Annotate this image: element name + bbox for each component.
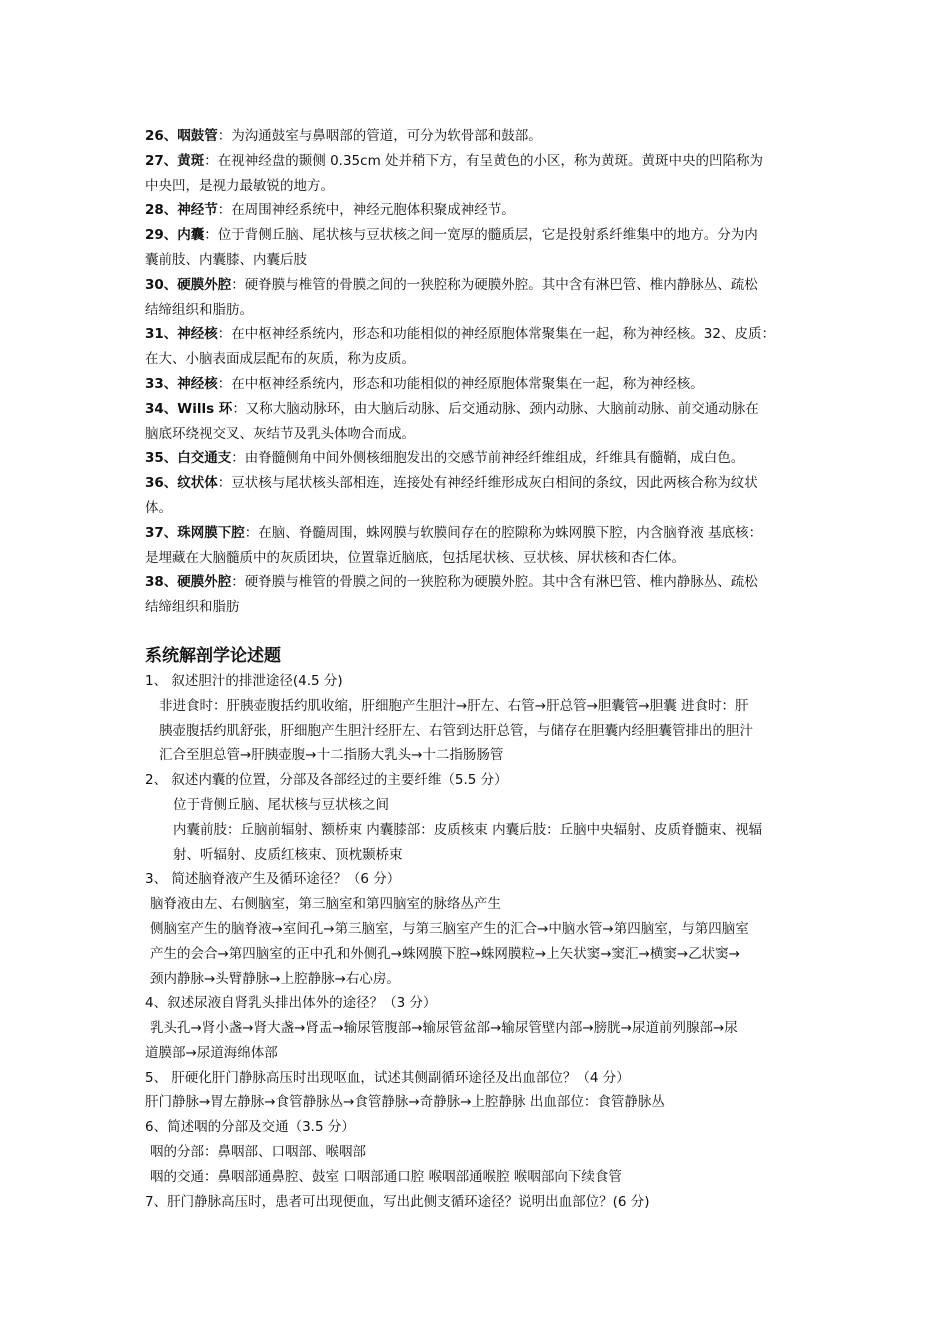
definition-number: 35、 [145, 450, 178, 467]
definition-text: ：为沟通鼓室与鼻咽部的管道，可分为软骨部和鼓部。 [217, 128, 542, 144]
definition-continuation [145, 422, 825, 447]
definition-text: ：在视神经盘的颞侧 0.35cm 处并稍下方，有呈黄色的小区，称为黄斑。黄斑中央的凹陷称为 [204, 152, 764, 169]
definition-term: 咽鼓管 [177, 128, 218, 144]
essay-line: 咽的交通：鼻咽部通鼻腔、鼓室 口咽部通口腔 喉咽部通喉腔 喉咽部向下续食管 [150, 1168, 622, 1185]
essay-line: 道膜部→尿道海绵体部 [145, 1044, 278, 1061]
definition-term: 硬膜外腔 [177, 276, 232, 293]
definition-text: 中央凹，是视力最敏锐的地方。 [145, 177, 334, 194]
definition-number: 36、 [145, 475, 178, 492]
definition-number: 28、 [145, 202, 178, 219]
definition-term: 珠网膜下腔 [177, 524, 245, 541]
definition-item [145, 322, 825, 347]
definition-text: ：硬脊膜与椎管的骨膜之间的一狭腔称为硬膜外腔。其中含有淋巴管、椎内静脉丛、疏松 [231, 276, 758, 293]
definition-text: ：豆状核与尾状核头部相连，连接处有神经纤维形成灰白相间的条纹，因此两核合称为纹状 [217, 475, 758, 492]
essay-line: 汇合至胆总管→肝胰壶腹→十二指肠大乳头→十二指肠肠管 [159, 747, 504, 764]
definition-text: ：又称大脑动脉环，由大脑后动脉、后交通动脉、颈内动脉、大脑前动脉、前交通动脉在 [232, 400, 759, 417]
definition-number: 33、 [145, 375, 178, 392]
essay-line: 6、简述咽的分部及交通（3.5 分） [145, 1119, 355, 1136]
definition-term: 黄斑 [177, 152, 205, 169]
definition-item [145, 372, 825, 397]
definition-term: 神经核 [177, 375, 218, 392]
definition-text: 在大、小脑表面成层配布的灰质，称为皮质。 [145, 351, 415, 368]
definition-item [145, 397, 825, 422]
definition-item [145, 570, 825, 595]
definition-number: 38、 [145, 574, 178, 591]
definition-number: 27、 [145, 152, 178, 169]
definition-term: 硬膜外腔 [177, 574, 232, 591]
essay-line: 肝门静脉→胃左静脉→食管静脉丛→食管静脉→奇静脉→上腔静脉 出血部位：食管静脉丛 [145, 1094, 665, 1111]
essay-line: 脑脊液由左、右侧脑室，第三脑室和第四脑室的脉络丛产生 [150, 896, 501, 913]
definition-number: 31、 [145, 326, 178, 343]
definition-continuation [145, 248, 825, 273]
definition-text: 是埋藏在大脑髓质中的灰质团块，位置靠近脑底，包括尾状核、豆状核、屏状核和杏仁体。 [145, 549, 685, 566]
definition-text: ：在脑、脊髓周围，蛛网膜与软膜间存在的腔隙称为蛛网膜下腔，内含脑脊液 基底核： [244, 524, 763, 541]
definition-term: 白交通支 [177, 450, 232, 467]
essay-question-list [145, 669, 825, 1215]
definition-text: ：在中枢神经系统内，形态和功能相似的神经原胞体常聚集在一起，称为神经核。32、皮质： [217, 326, 775, 343]
definition-text: ：位于背侧丘脑、尾状核与豆状核之间一宽厚的髓质层，它是投射系纤维集中的地方。分为内 [204, 227, 758, 244]
essay-line: 内囊前肢：丘脑前辐射、额桥束 内囊膝部：皮质核束 内囊后肢：丘脑中央辐射、皮质脊髓束、视辐 [173, 821, 763, 838]
definition-item [145, 223, 825, 248]
essay-line: 射、听辐射、皮质红核束、顶枕颞桥束 [173, 846, 403, 863]
definition-continuation [145, 496, 825, 521]
definition-text: 结缔组织和脂肪。 [145, 301, 253, 318]
essay-line: 乳头孔→肾小盏→肾大盏→肾盂→输尿管腹部→输尿管盆部→输尿管壁内部→膀胱→尿道前列腺部→尿 [150, 1020, 738, 1037]
essay-line: 胰壶腹括约肌舒张，肝细胞产生胆汁经肝左、右管到达肝总管，与储存在胆囊内经胆囊管排出的胆汁 [159, 722, 753, 739]
definition-term: Wills 环 [177, 400, 233, 417]
essay-line: 5、 肝硬化肝门静脉高压时出现呕血，试述其侧副循环途径及出血部位？（4 分） [145, 1069, 630, 1086]
definition-item [145, 521, 825, 546]
document-body [145, 124, 825, 1214]
definition-term: 神经节 [177, 202, 218, 219]
definition-text: ：由脊髓侧角中间外侧核细胞发出的交感节前神经纤维组成，纤维具有髓鞘，成白色。 [231, 450, 745, 467]
definition-number: 34、 [145, 400, 178, 417]
definition-text: ：在周围神经系统中，神经元胞体积聚成神经节。 [217, 202, 515, 219]
essay-line: 7、肝门静脉高压时，患者可出现便血，写出此侧支循环途径？说明出血部位？(6 分) [145, 1193, 650, 1210]
definition-item [145, 124, 825, 149]
definition-number: 30、 [145, 276, 178, 293]
definition-term: 神经核 [177, 326, 218, 343]
definition-item [145, 149, 825, 174]
definition-text: 脑底环绕视交叉、灰结节及乳头体吻合而成。 [145, 425, 415, 442]
essay-line: 侧脑室产生的脑脊液→室间孔→第三脑室，与第三脑室产生的汇合→中脑水管→第四脑室，与第四脑室 [150, 920, 749, 937]
essay-line: 4、叙述尿液自肾乳头排出体外的途径？（3 分） [145, 995, 437, 1012]
essay-line: 3、 简述脑脊液产生及循环途径？（6 分） [145, 871, 401, 888]
definition-list [145, 124, 825, 620]
essay-line: 1、 叙述胆汁的排泄途径(4.5 分) [145, 672, 343, 689]
definition-item [145, 471, 825, 496]
definition-continuation [145, 546, 825, 571]
definition-term: 纹状体 [177, 475, 218, 492]
definition-text: 结缔组织和脂肪 [145, 599, 240, 616]
definition-item [145, 198, 825, 223]
essay-section-title: 系统解剖学论述题 [145, 645, 281, 666]
essay-line: 位于背侧丘脑、尾状核与豆状核之间 [173, 796, 389, 813]
essay-line: 颈内静脉→头臂静脉→上腔静脉→右心房。 [150, 970, 400, 987]
definition-text: 囊前肢、内囊膝、内囊后肢 [145, 251, 307, 268]
essay-line: 非进食时：肝胰壶腹括约肌收缩，肝细胞产生胆汁→肝左、右管→肝总管→胆囊管→胆囊 进食时：肝 [159, 697, 749, 714]
definition-item [145, 446, 825, 471]
definition-text: ：在中枢神经系统内，形态和功能相似的神经原胞体常聚集在一起，称为神经核。 [217, 375, 704, 392]
definition-continuation [145, 174, 825, 199]
definition-continuation [145, 595, 825, 620]
definition-number: 37、 [145, 524, 178, 541]
essay-line: 咽的分部：鼻咽部、口咽部、喉咽部 [150, 1144, 366, 1161]
essay-line: 产生的会合→第四脑室的正中孔和外侧孔→蛛网膜下腔→蛛网膜粒→上矢状窦→窦汇→横窦→乙状窦→ [150, 945, 740, 962]
definition-text: 体。 [145, 499, 172, 516]
definition-continuation [145, 298, 825, 323]
essay-line: 2、 叙述内囊的位置，分部及各部经过的主要纤维（5.5 分） [145, 772, 508, 789]
definition-number: 26、 [145, 128, 178, 144]
definition-number: 29、 [145, 227, 178, 244]
definition-text: ：硬脊膜与椎管的骨膜之间的一狭腔称为硬膜外腔。其中含有淋巴管、椎内静脉丛、疏松 [231, 574, 758, 591]
definition-item [145, 273, 825, 298]
definition-term: 内囊 [177, 227, 205, 244]
definition-continuation [145, 347, 825, 372]
